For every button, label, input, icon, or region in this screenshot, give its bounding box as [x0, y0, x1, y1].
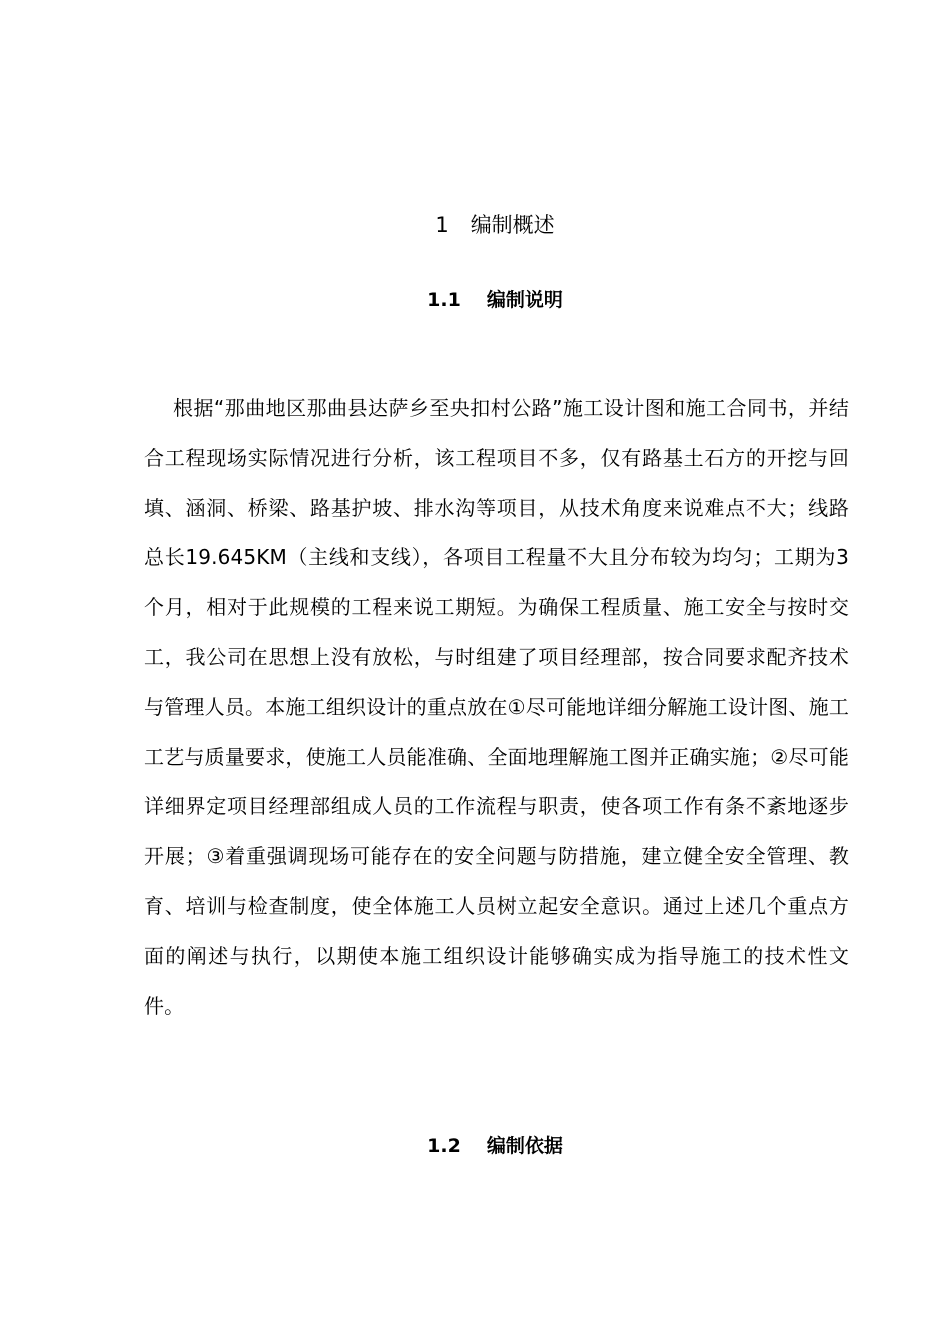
- chapter-heading: [0, 210, 950, 240]
- section-number-1-2: 1.2: [427, 1135, 461, 1157]
- section-heading-1-1: [0, 286, 950, 314]
- section-title-1-2: 编制依据: [486, 1135, 563, 1157]
- section-number-1-1: 1.1: [427, 289, 461, 311]
- section-heading-1-2: [0, 1132, 950, 1160]
- section-title-1-1: 编制说明: [486, 289, 563, 311]
- chapter-title: 编制概述: [470, 213, 555, 237]
- body-paragraph: 根据“那曲地区那曲县达萨乡至央扣村公路”施工设计图和施工合同书，并结合工程现场实际情况进行分析，该工程项目不多，仅有路基土石方的开挖与回填、涵洞、桥梁、路基护坡、排水沟等项目，从技术角度来说难点不大；线路总长19.645KM（主线和支线），各项目工程量不大且分布较为均匀；工期为3个月，相对于此规模的工程来说工期短。为确保工程质量、施工安全与按时交工，我公司在思想上没有放松，与时组建了项目经理部，按合同要求配齐技术与管理人员。本施工组织设计的重点放在①尽可能地详细分解施工设计图、施工工艺与质量要求，使施工人员能准确、全面地理解施工图并正确实施；②尽可能详细界定项目经理部组成人员的工作流程与职责，使各项工作有条不紊地逐步开展；③着重强调现场可能存在的安全问题与防措施，建立健全安全管理、教育、培训与检查制度，使全体施工人员树立起安全意识。通过上述几个重点方面的阐述与执行，以期使本施工组织设计能够确实成为指导施工的技术性文件。: [144, 396, 849, 1018]
- chapter-number: 1: [435, 213, 449, 237]
